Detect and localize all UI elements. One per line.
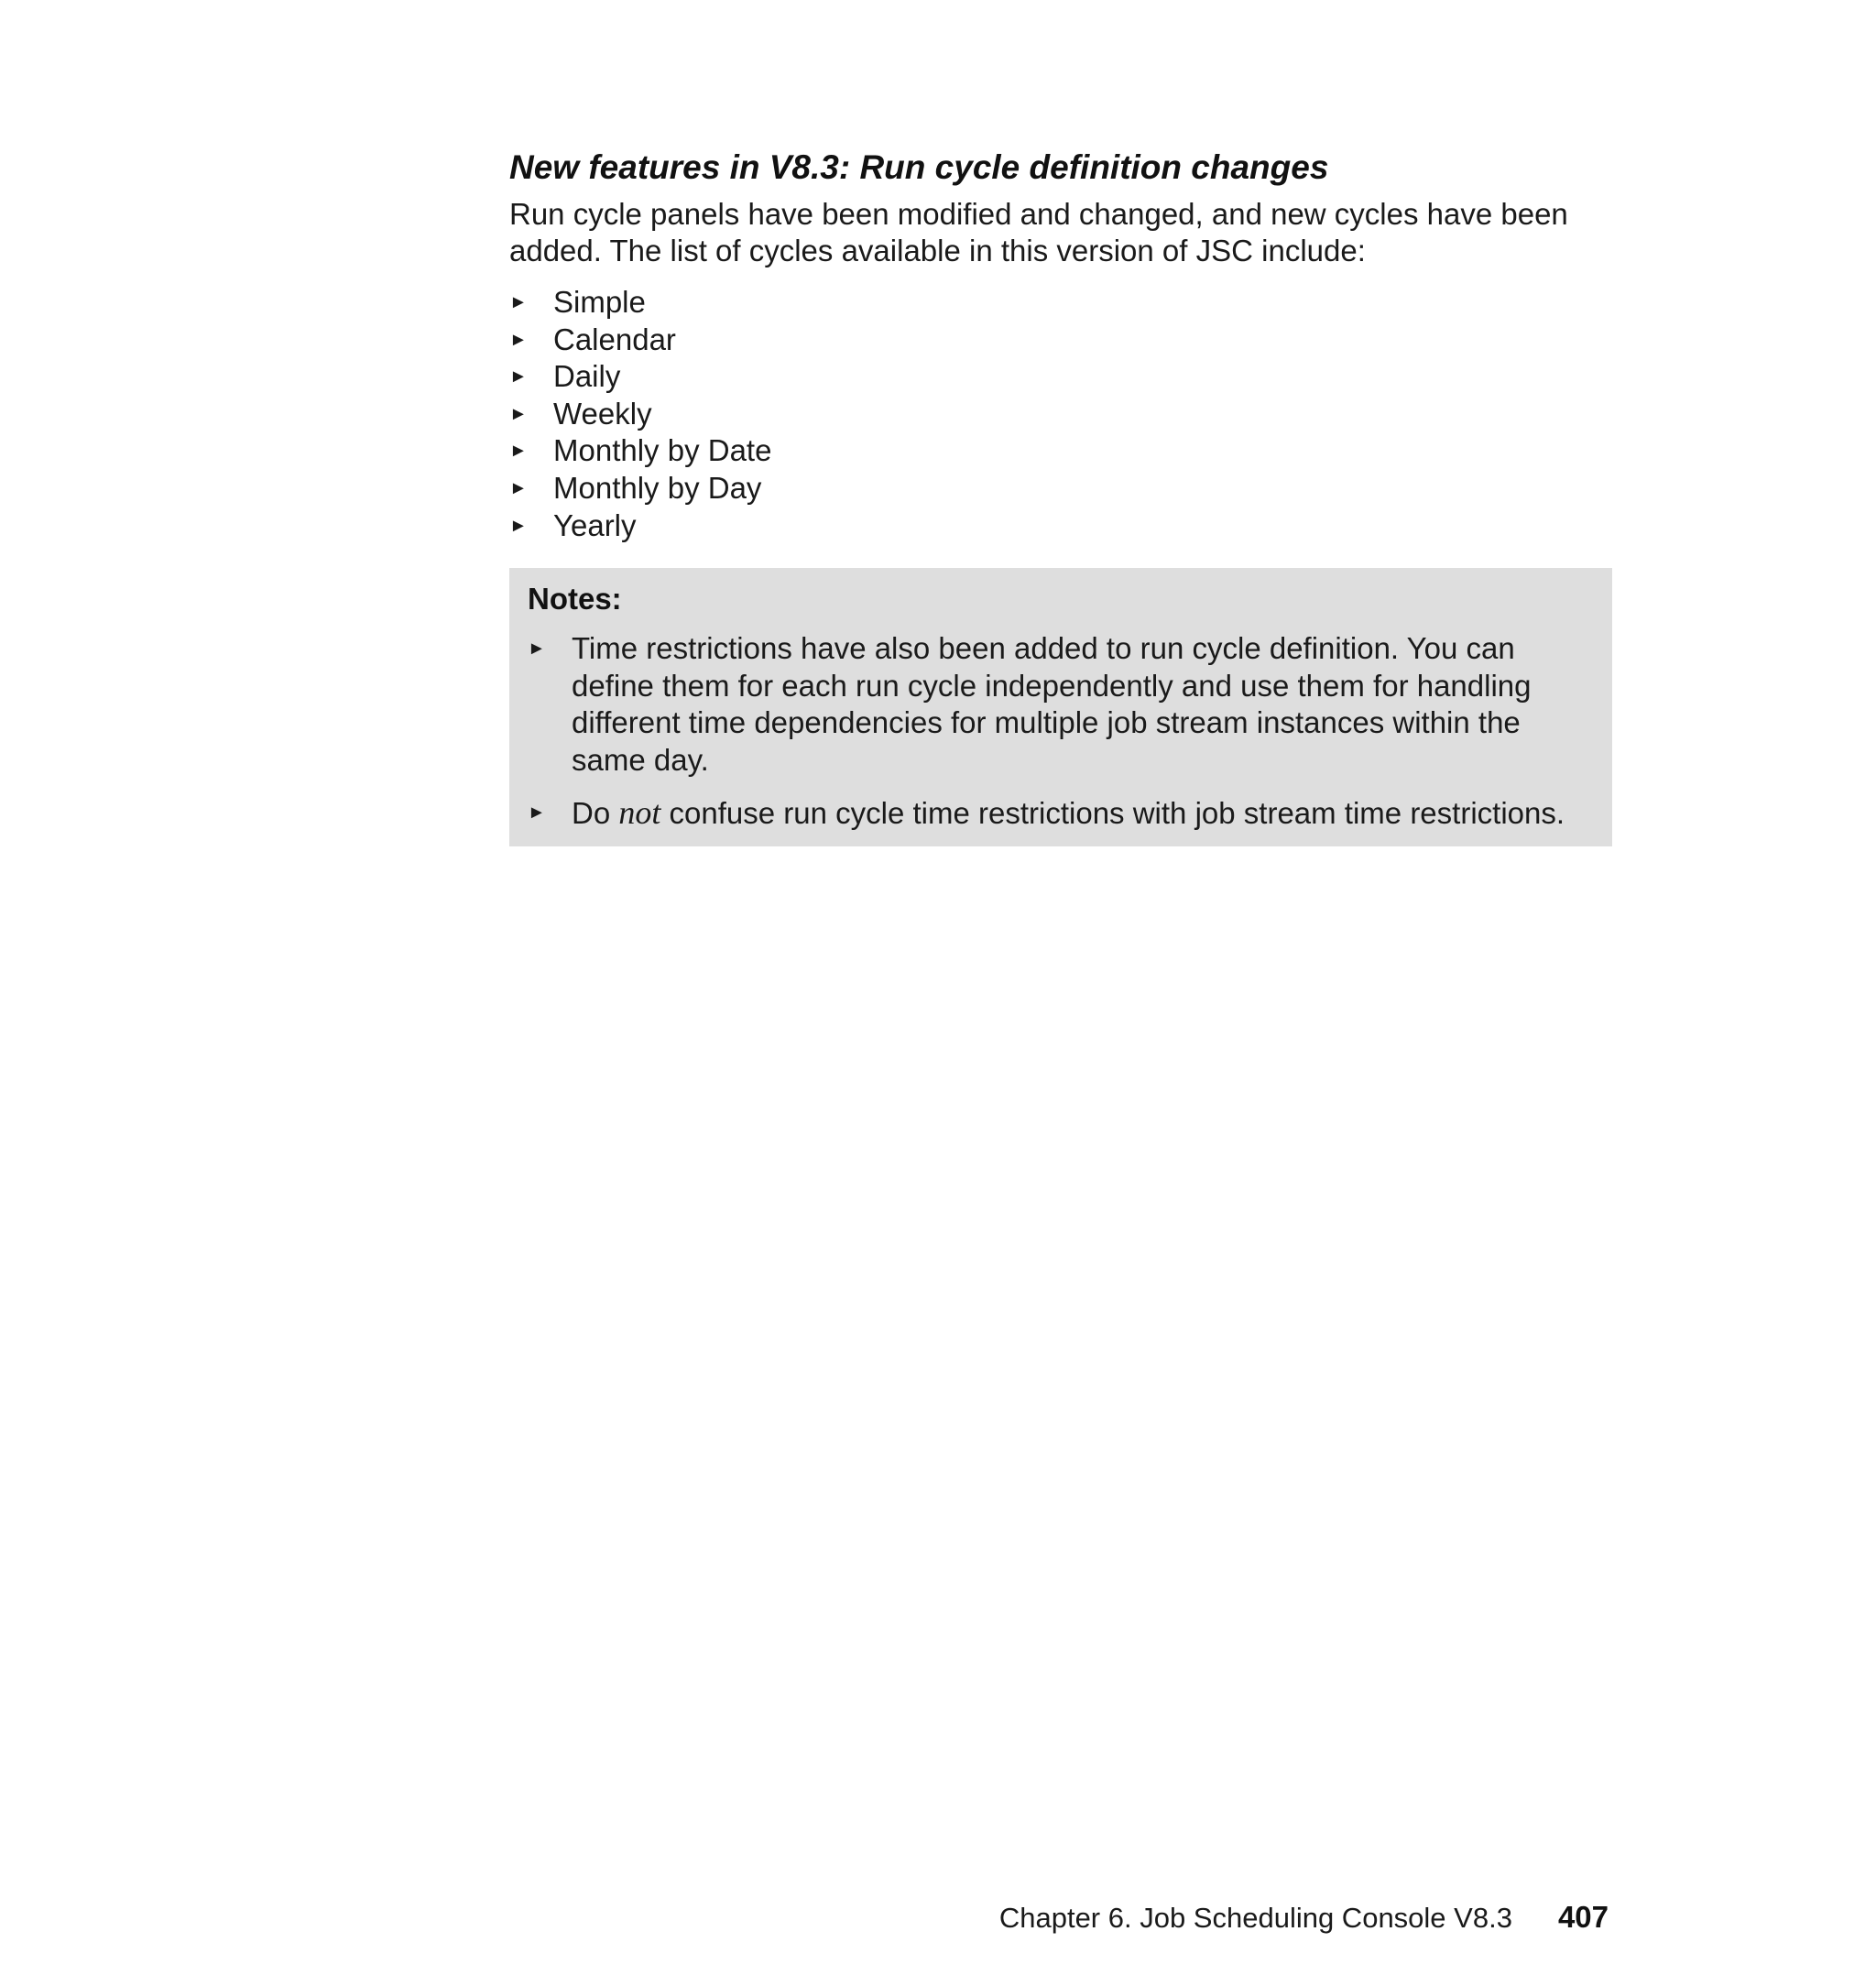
- triangle-bullet-icon: ►: [509, 441, 528, 462]
- footer-chapter-title: Chapter 6. Job Scheduling Console V8.3: [998, 1902, 1512, 1934]
- page-number: 407: [1557, 1900, 1609, 1934]
- intro-paragraph: Run cycle panels have been modified and changed, and new cycles have been added. The list of cycles available in this version of JSC include:: [509, 197, 1568, 267]
- triangle-bullet-icon: ►: [509, 403, 528, 424]
- page-footer: [999, 1900, 1609, 1935]
- note-emphasis: not: [618, 793, 661, 831]
- list-item: [509, 322, 1612, 359]
- cycle-label: Daily: [553, 359, 621, 394]
- list-item: [509, 470, 1612, 507]
- list-item: [509, 507, 1612, 545]
- cycle-list: [509, 284, 1612, 544]
- main-content: [509, 145, 1612, 846]
- cycle-label: Monthly by Day: [553, 470, 762, 505]
- cycle-label: Yearly: [553, 507, 637, 542]
- triangle-bullet-icon: ►: [528, 638, 546, 660]
- list-item: [509, 284, 1612, 322]
- notes-list: [528, 630, 1594, 832]
- section-heading: New features in V8.3: Run cycle definition changes: [509, 148, 1329, 186]
- triangle-bullet-icon: ►: [509, 477, 528, 498]
- notes-box: [509, 568, 1612, 846]
- triangle-bullet-icon: ►: [528, 802, 546, 823]
- note-item: [528, 630, 1594, 779]
- cycle-label: Simple: [553, 285, 646, 319]
- cycle-label: Calendar: [553, 322, 676, 356]
- triangle-bullet-icon: ►: [509, 366, 528, 387]
- note-text-after: confuse run cycle time restrictions with job stream time restrictions.: [660, 795, 1565, 830]
- triangle-bullet-icon: ►: [509, 292, 528, 312]
- list-item: [509, 396, 1612, 433]
- list-item: [509, 432, 1612, 470]
- notes-title: Notes:: [528, 582, 622, 617]
- triangle-bullet-icon: ►: [509, 515, 528, 536]
- list-item: [509, 358, 1612, 396]
- note-text-before: Do: [572, 795, 619, 830]
- triangle-bullet-icon: ►: [509, 329, 528, 350]
- note-item: [528, 794, 1594, 833]
- cycle-label: Weekly: [553, 396, 652, 431]
- note-text: Time restrictions have also been added to run cycle definition. You can define them for each run cycle independently and use them for handling different time dependencies for multiple job stream instances within the same day.: [572, 631, 1532, 777]
- cycle-label: Monthly by Date: [553, 433, 772, 468]
